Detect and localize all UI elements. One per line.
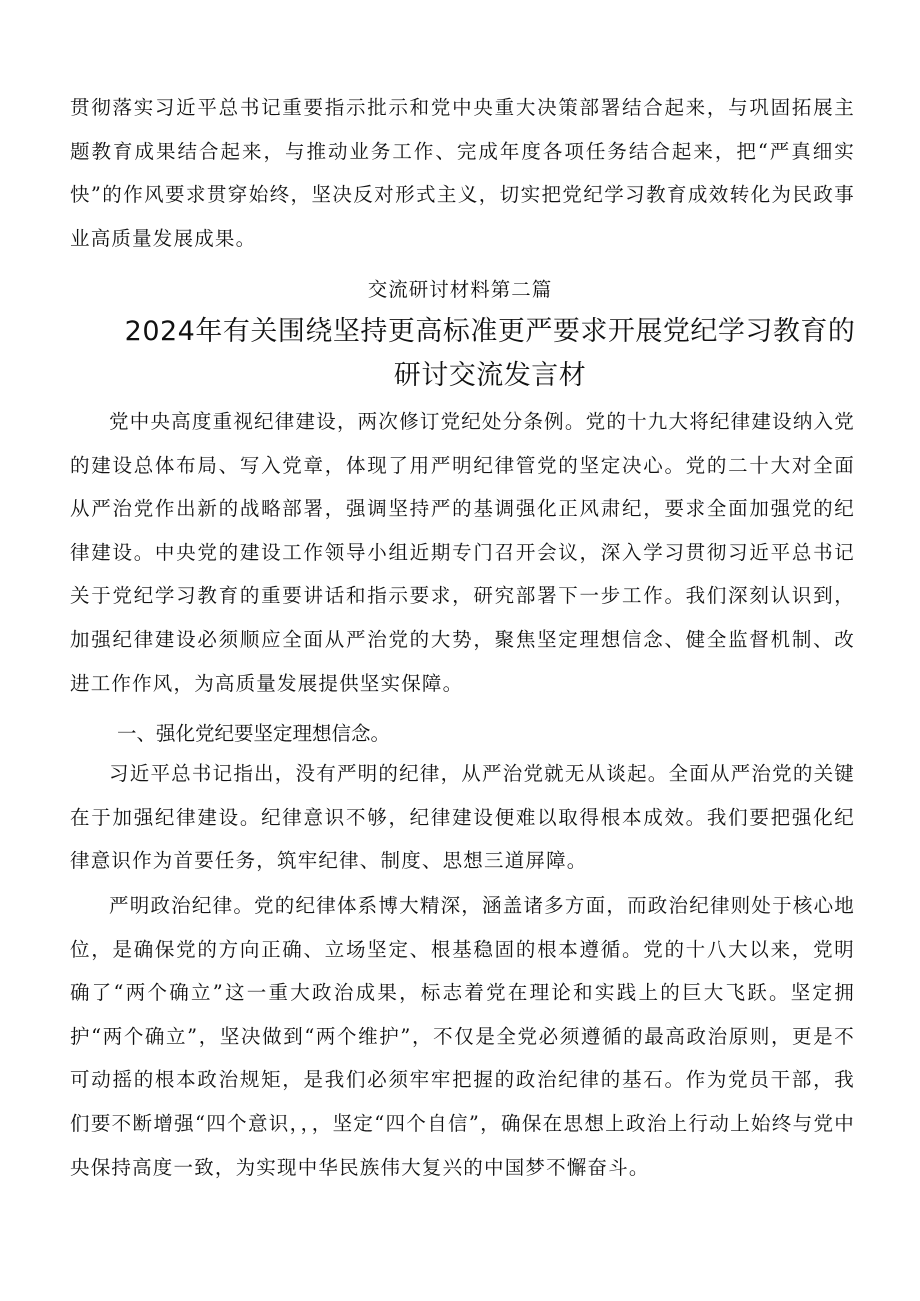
section-1-paragraph-1: 习近平总书记指出，没有严明的纪律，从严治党就无从谈起。全面从严治党的关键在于加强纪律建设。纪律意识不够，纪律建设便难以取得根本成效。我们要把强化纪律意识作为首要任务，筑牢纪律、制度、思想三道屏障。 (70, 762, 855, 873)
title-line-2: 研讨交流发言材 (393, 360, 587, 391)
section-1-paragraph-2: 严明政治纪律。党的纪律体系博大精深，涵盖诸多方面，而政治纪律则处于核心地位，是确保党的方向正确、立场坚定、根基稳固的根本遵循。党的十八大以来，党明确了“两个确立”这一重大政治成果，标志着党在理论和实践上的巨大飞跃。坚定拥护“两个确立”，坚决做到“两个维护”，不仅是全党必须遵循的最高政治原则，更是不可动摇的根本政治规矩，是我们必须牢牢把握的政治纪律的基石。作为党员干部，我们要不断增强“四个意识，，，坚定“四个自信”，确保在思想上政治上行动上始终与党中央保持高度一致，为实现中华民族伟大复兴的中国梦不懈奋斗。 (70, 894, 855, 1179)
title-line-1: 2024年有关围绕坚持更高标准更严要求开展党纪学习教育的 (124, 316, 856, 347)
intro-paragraph: 党中央高度重视纪律建设，两次修订党纪处分条例。党的十九大将纪律建设纳入党的建设总体布局、写入党章，体现了用严明纪律管党的坚定决心。党的二十大对全面从严治党作出新的战略部署，强调坚持严的基调强化正风肃纪，要求全面加强党的纪律建设。中央党的建设工作领导小组近期专门召开会议，深入学习贯彻习近平总书记关于党纪学习教育的重要讲话和指示要求，研究部署下一步工作。我们深刻认识到，加强纪律建设必须顺应全面从严治党的大势，聚焦坚定理想信念、健全监督机制、改进工作作风，为高质量发展提供坚实保障。 (70, 410, 855, 695)
document-title (110, 310, 870, 398)
section-1-heading: 一、强化党纪要坚定理想信念。 (117, 722, 391, 745)
document-subtitle: 交流研讨材料第二篇 (367, 278, 553, 301)
top-paragraph: 贯彻落实习近平总书记重要指示批示和党中央重大决策部署结合起来，与巩固拓展主题教育成果结合起来，与推动业务工作、完成年度各项任务结合起来，把“严真细实快”的作风要求贯穿始终，坚决反对形式主义，切实把党纪学习教育成效转化为民政事业高质量发展成果。 (70, 96, 855, 250)
